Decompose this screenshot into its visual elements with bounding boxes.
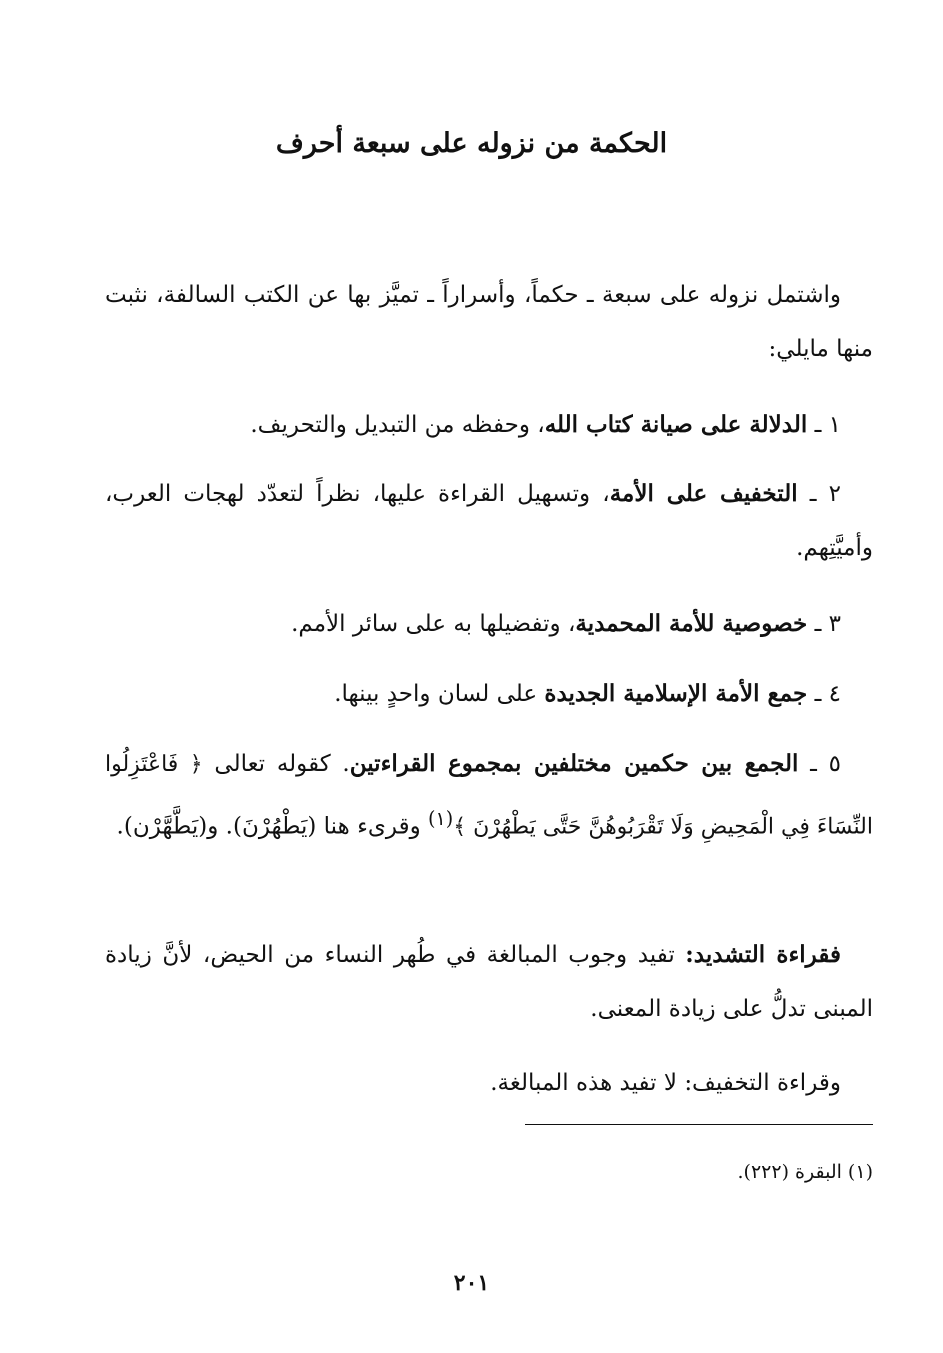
tashdid-label: فقراءة التشديد: [685, 941, 842, 968]
item-number: ٢ ـ [797, 481, 841, 507]
item-number: ٥ ـ [798, 751, 841, 777]
takhfif-label: وقراءة التخفيف: [684, 1070, 841, 1096]
intro-paragraph: واشتمل نزوله على سبعة ـ حكماً، وأسراراً ـ تميَّز بها عن الكتب السالفة، نثبت منها مايلي: [105, 282, 873, 362]
list-item-3 [105, 597, 873, 651]
item-heading: الجمع بين حكمين مختلفين بمجموع القراءتين [349, 750, 799, 777]
item-text: ، وحفظه من التبديل والتحريف. [250, 412, 545, 438]
item-heading: جمع الأمة الإسلامية الجديدة [544, 680, 808, 707]
item-text: . كقوله تعالى [202, 751, 350, 777]
list-item-4 [105, 667, 873, 721]
verse-variant-text: وقرىء هنا (يَطْهُرْنَ). و(يَطَّهَّرْن). [116, 813, 428, 840]
item-heading: خصوصية للأمة المحمدية [575, 610, 808, 637]
tashdid-paragraph [105, 928, 873, 1036]
list-item-5 [105, 737, 873, 855]
list-item-2 [105, 467, 873, 575]
item-text: ، وتسهيل القراءة عليها، نظراً لتعدّد لهجات العرب، وأميَّتِهم. [105, 481, 873, 561]
footnote-divider [525, 1124, 873, 1125]
item-heading: التخفيف على الأمة [609, 480, 798, 507]
item-text: على لسان واحدٍ بينها. [334, 681, 545, 707]
item-number: ٤ ـ [807, 681, 841, 707]
item-heading: الدلالة على صيانة كتاب الله [544, 411, 808, 438]
page-title: الحكمة من نزوله على سبعة أحرف [275, 128, 668, 159]
item-number: ٣ ـ [807, 611, 841, 637]
footnote: (١) البقرة (٢٢٢). [737, 1161, 873, 1183]
takhfif-paragraph [105, 1056, 873, 1110]
quran-verse: ﴿ فَاعْتَزِلُوا النِّسَاءَ فِي الْمَحِيضِ وَلَا تَقْرَبُوهُنَّ حَتَّى يَطْهُرْنَ ﴾ [105, 752, 873, 840]
item-text: ، وتفضيلها به على سائر الأمم. [291, 611, 576, 637]
page-number: ٢٠١ [453, 1270, 490, 1296]
footnote-reference: (١) [428, 807, 454, 830]
list-item-1 [105, 398, 873, 452]
item-number: ١ ـ [807, 412, 841, 438]
tashdid-text: تفيد وجوب المبالغة في طُهر النساء من الحيض، لأنَّ زيادة المبنى تدلُّ على زيادة المعنى. [105, 942, 873, 1022]
takhfif-text: لا تفيد هذه المبالغة. [490, 1070, 685, 1096]
